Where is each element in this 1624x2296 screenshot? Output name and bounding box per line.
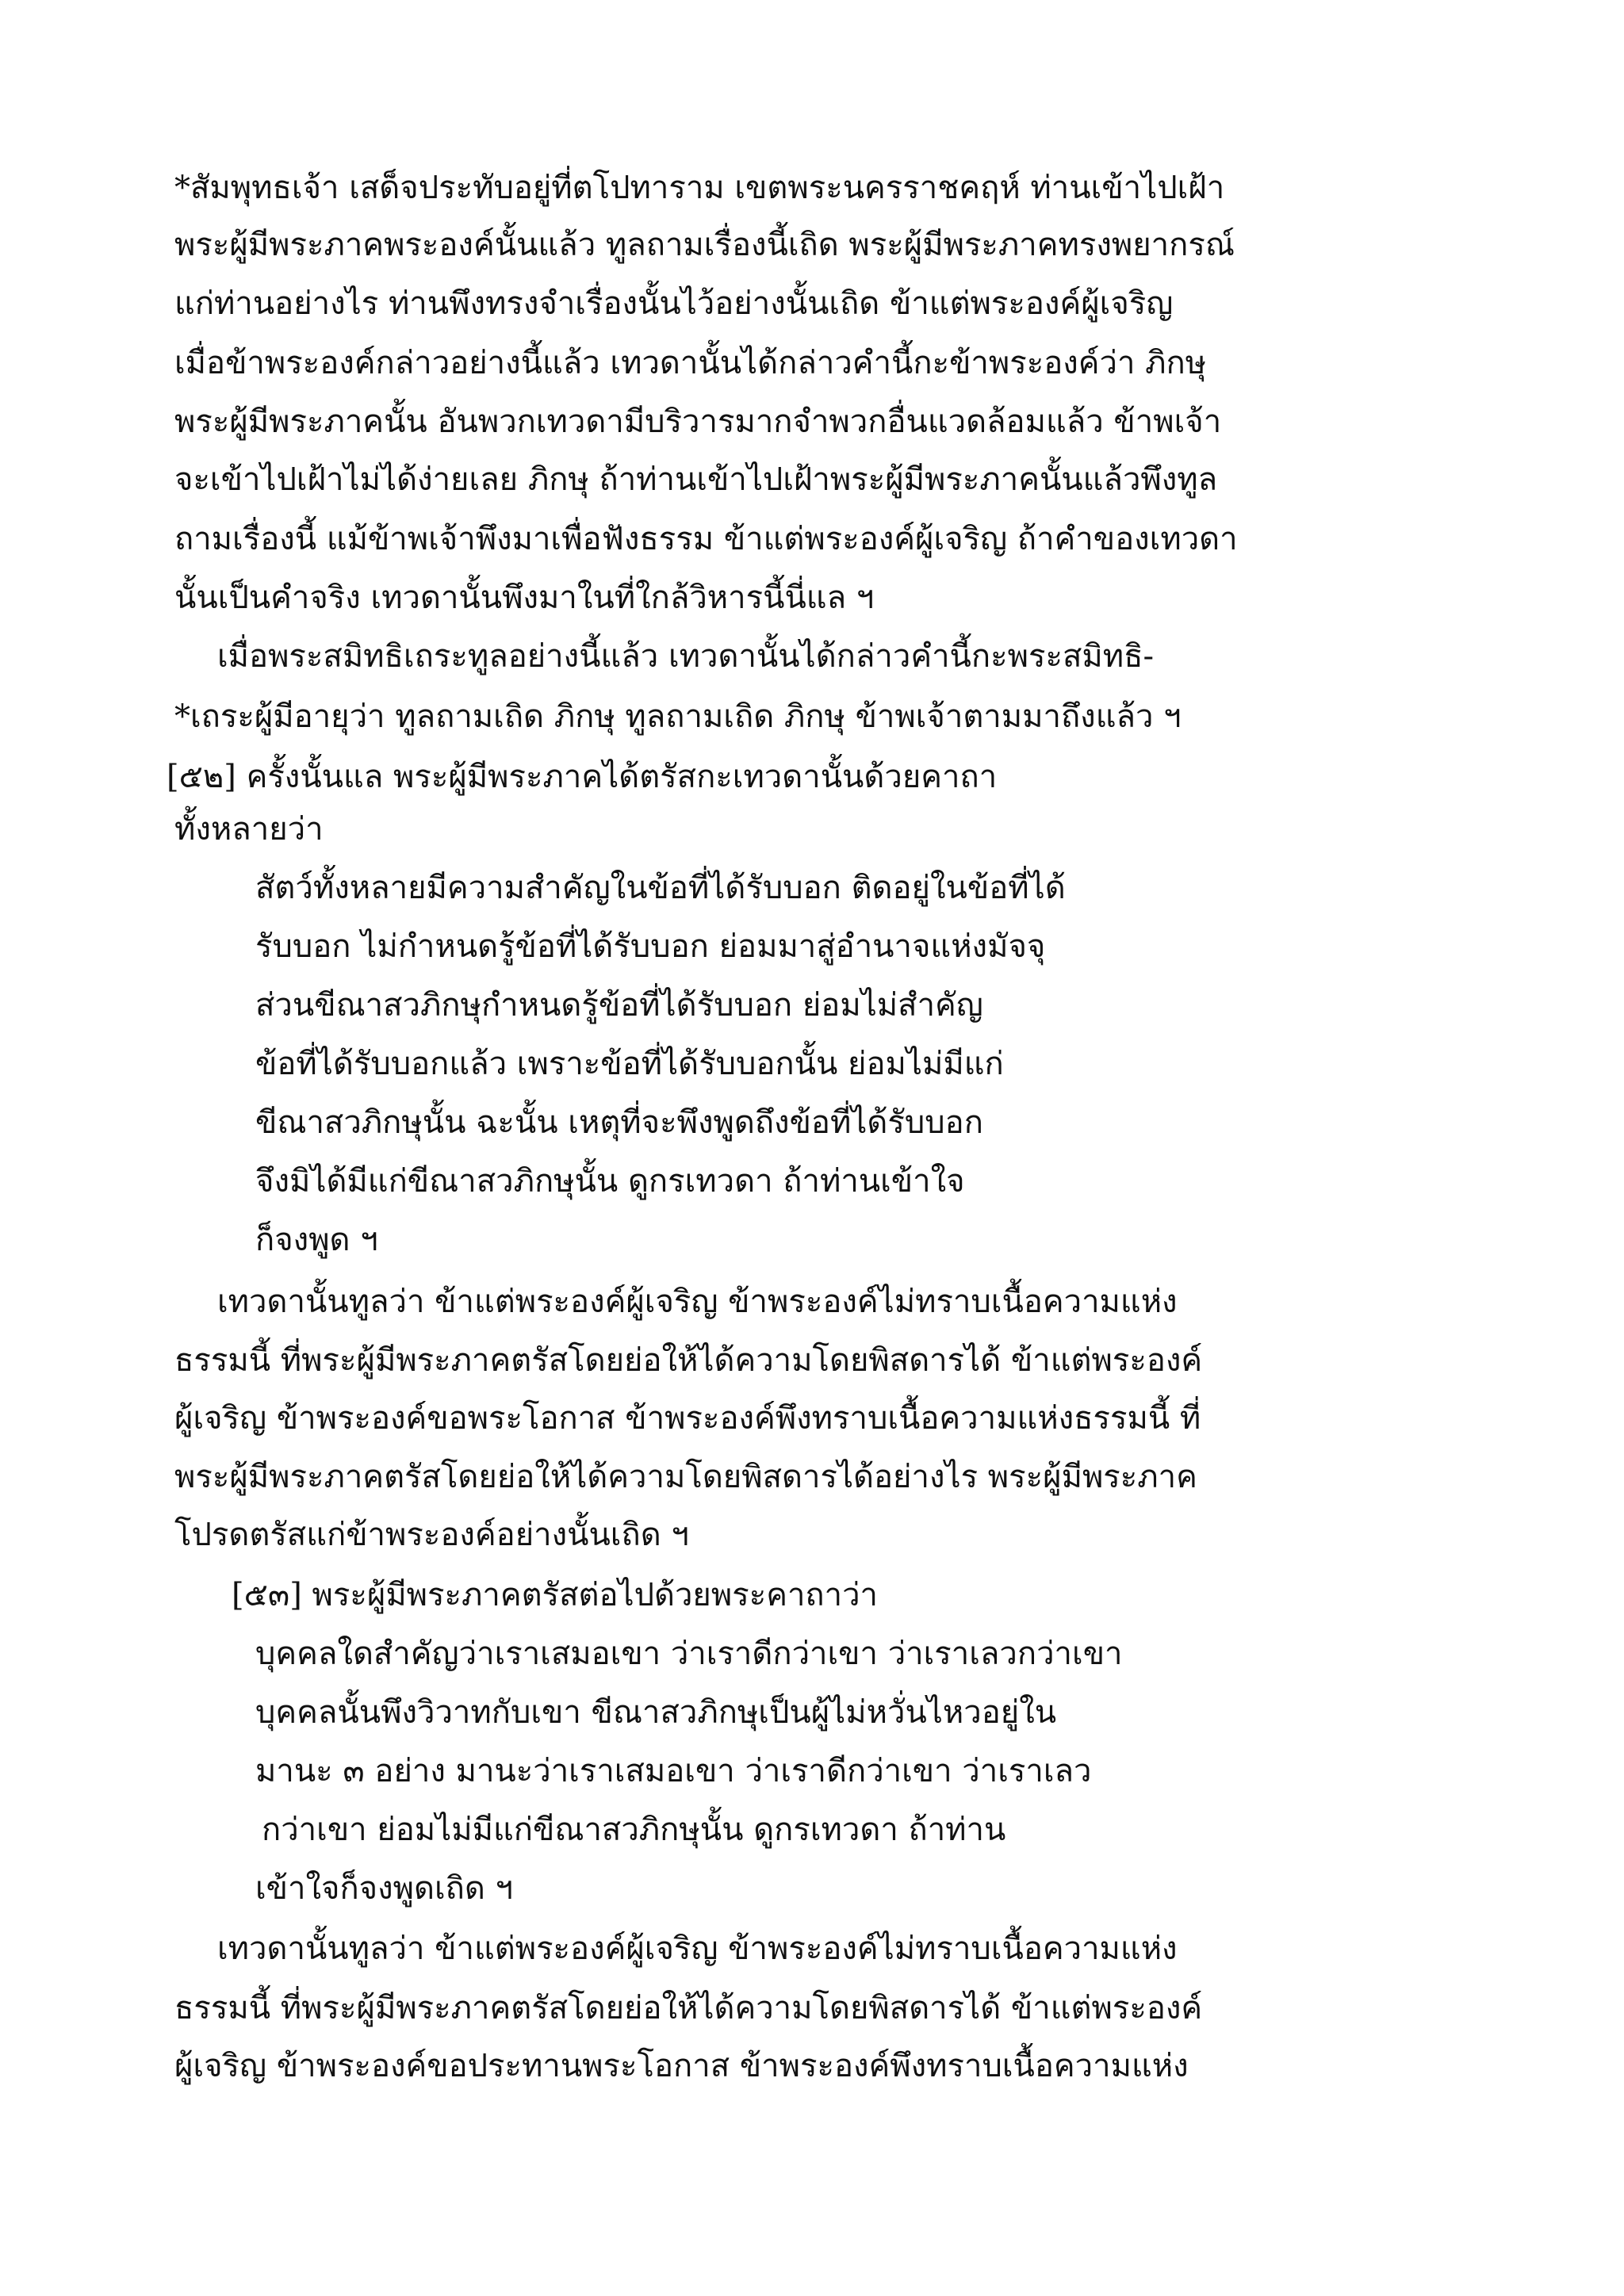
verse-line: บุคคลใดสำคัญว่าเราเสมอเขา ว่าเราดีกว่าเขา ว่าเราเลวกว่าเขา <box>255 1636 1123 1672</box>
verse-line: กว่าเขา ย่อมไม่มีแก่ขีณาสวภิกษุนั้น ดูกรเทวดา ถ้าท่าน <box>262 1812 1006 1848</box>
text-line: *สัมพุทธเจ้า เสด็จประทับอยู่ที่ตโปทาราม เขตพระนครราชคฤห์ ท่านเข้าไปเฝ้า <box>174 170 1225 206</box>
verse-line: ก็จงพูด ฯ <box>255 1222 378 1258</box>
text-line: พระผู้มีพระภาคตรัสโดยย่อให้ได้ความโดยพิสดารได้อย่างไร พระผู้มีพระภาค <box>174 1459 1197 1495</box>
verse-line: บุคคลนั้นพึงวิวาทกับเขา ขีณาสวภิกษุเป็นผู้ไม่หวั่นไหวอยู่ใน <box>255 1694 1057 1731</box>
text-line: [๕๓] พระผู้มีพระภาคตรัสต่อไปด้วยพระคาถาว่า <box>232 1577 879 1613</box>
text-line: ผู้เจริญ ข้าพระองค์ขอพระโอกาส ข้าพระองค์พึงทราบเนื้อความแห่งธรรมนี้ ที่ <box>174 1400 1201 1437</box>
verse-line: ข้อที่ได้รับบอกแล้ว เพราะข้อที่ได้รับบอกนั้น ย่อมไม่มีแก่ <box>255 1046 1004 1082</box>
text-line: เมื่อข้าพระองค์กล่าวอย่างนี้แล้ว เทวดานั้นได้กล่าวคำนี้กะข้าพระองค์ว่า ภิกษุ <box>174 345 1207 381</box>
text-line: โปรดตรัสแก่ข้าพระองค์อย่างนั้นเถิด ฯ <box>174 1517 689 1553</box>
text-line: ธรรมนี้ ที่พระผู้มีพระภาคตรัสโดยย่อให้ได้ความโดยพิสดารได้ ข้าแต่พระองค์ <box>174 1342 1203 1379</box>
text-line: ทั้งหลายว่า <box>174 811 324 848</box>
text-line: แก่ท่านอย่างไร ท่านพึงทรงจำเรื่องนั้นไว้อย่างนั้นเถิด ข้าแต่พระองค์ผู้เจริญ <box>174 285 1174 322</box>
verse-line: เข้าใจก็จงพูดเถิด ฯ <box>255 1870 514 1907</box>
text-line: จะเข้าไปเฝ้าไม่ได้ง่ายเลย ภิกษุ ถ้าท่านเข้าไปเฝ้าพระผู้มีพระภาคนั้นแล้วพึงทูล <box>174 461 1218 498</box>
text-line: นั้นเป็นคำจริง เทวดานั้นพึงมาในที่ใกล้วิหารนี้นี่แล ฯ <box>174 580 875 616</box>
text-line: ธรรมนี้ ที่พระผู้มีพระภาคตรัสโดยย่อให้ได้ความโดยพิสดารได้ ข้าแต่พระองค์ <box>174 1990 1203 2026</box>
text-line: [๕๒] ครั้งนั้นแล พระผู้มีพระภาคได้ตรัสกะเทวดานั้นด้วยคาถา <box>167 759 998 795</box>
verse-line: สัตว์ทั้งหลายมีความสำคัญในข้อที่ได้รับบอก ติดอยู่ในข้อที่ได้ <box>255 870 1066 906</box>
text-line: *เถระผู้มีอายุว่า ทูลถามเถิด ภิกษุ ทูลถามเถิด ภิกษุ ข้าพเจ้าตามมาถึงแล้ว ฯ <box>174 698 1182 735</box>
verse-line: ส่วนขีณาสวภิกษุกำหนดรู้ข้อที่ได้รับบอก ย่อมไม่สำคัญ <box>255 987 983 1024</box>
verse-line: จึงมิได้มีแก่ขีณาสวภิกษุนั้น ดูกรเทวดา ถ้าท่านเข้าใจ <box>255 1163 965 1200</box>
text-line: ผู้เจริญ ข้าพระองค์ขอประทานพระโอกาส ข้าพระองค์พึงทราบเนื้อความแห่ง <box>174 2048 1189 2084</box>
text-line: เทวดานั้นทูลว่า ข้าแต่พระองค์ผู้เจริญ ข้าพระองค์ไม่ทราบเนื้อความแห่ง <box>217 1284 1178 1320</box>
verse-line: รับบอก ไม่กำหนดรู้ข้อที่ได้รับบอก ย่อมมาสู่อำนาจแห่งมัจจุ <box>255 928 1046 965</box>
text-line: เมื่อพระสมิทธิเถระทูลอย่างนี้แล้ว เทวดานั้นได้กล่าวคำนี้กะพระสมิทธิ- <box>217 638 1155 675</box>
text-line: พระผู้มีพระภาคนั้น อันพวกเทวดามีบริวารมากจำพวกอื่นแวดล้อมแล้ว ข้าพเจ้า <box>174 404 1222 440</box>
verse-line: ขีณาสวภิกษุนั้น ฉะนั้น เหตุที่จะพึงพูดถึงข้อที่ได้รับบอก <box>255 1104 983 1141</box>
verse-line: มานะ ๓ อย่าง มานะว่าเราเสมอเขา ว่าเราดีกว่าเขา ว่าเราเลว <box>255 1753 1092 1789</box>
text-line: ถามเรื่องนี้ แม้ข้าพเจ้าพึงมาเพื่อฟังธรรม ข้าแต่พระองค์ผู้เจริญ ถ้าคำของเทวดา <box>174 521 1238 557</box>
text-line: พระผู้มีพระภาคพระองค์นั้นแล้ว ทูลถามเรื่องนี้เถิด พระผู้มีพระภาคทรงพยากรณ์ <box>174 227 1235 263</box>
text-line: เทวดานั้นทูลว่า ข้าแต่พระองค์ผู้เจริญ ข้าพระองค์ไม่ทราบเนื้อความแห่ง <box>217 1931 1178 1967</box>
